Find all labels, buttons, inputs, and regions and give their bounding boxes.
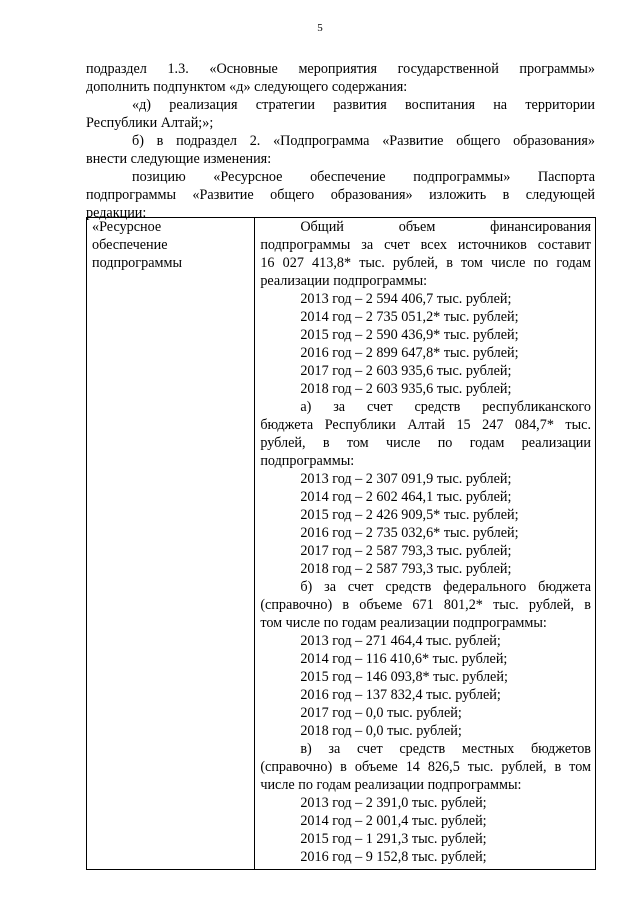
- year-line: 2018 год – 0,0 тыс. рублей;: [300, 723, 462, 739]
- year-line: 2014 год – 2 602 464,1 тыс. рублей;: [300, 489, 512, 505]
- year-line: 2017 год – 2 603 935,6 тыс. рублей;: [300, 363, 512, 379]
- federal-line: том числе по годам реализации подпрограммы:: [260, 615, 547, 631]
- regional-line: подпрограммы:: [260, 453, 355, 469]
- local-line: (справочно) в объеме 14 826,5 тыс. рублей, в том: [260, 759, 591, 775]
- intro-p2-line1: «д) реализация стратегии развития воспитания на территории: [132, 97, 595, 113]
- regional-line: бюджета Республики Алтай 15 247 084,7* тыс.: [260, 417, 591, 433]
- year-line: 2013 год – 2 391,0 тыс. рублей;: [300, 795, 487, 811]
- year-line: 2015 год – 1 291,3 тыс. рублей;: [300, 831, 487, 847]
- intro-p4-line1: позицию «Ресурсное обеспечение подпрограммы» Паспорта: [132, 169, 595, 185]
- intro-text: [86, 60, 595, 222]
- total-line: подпрограммы за счет всех источников составит: [260, 237, 591, 253]
- regional-line: а) за счет средств республиканского: [300, 399, 591, 415]
- year-line: 2015 год – 146 093,8* тыс. рублей;: [300, 669, 508, 685]
- year-line: 2017 год – 2 587 793,3 тыс. рублей;: [300, 543, 512, 559]
- table-row: [87, 218, 596, 870]
- regional-line: рублей, в том числе по годам реализации: [260, 435, 591, 451]
- resource-table: [86, 217, 596, 870]
- year-line: 2018 год – 2 603 935,6 тыс. рублей;: [300, 381, 512, 397]
- year-line: 2018 год – 2 587 793,3 тыс. рублей;: [300, 561, 512, 577]
- row-label-cell: [87, 218, 255, 870]
- intro-p4-line3: редакции:: [86, 205, 147, 221]
- total-line: 16 027 413,8* тыс. рублей, в том числе по годам: [260, 255, 591, 271]
- page-number: 5: [317, 22, 323, 34]
- intro-p2-line2: Республики Алтай;»;: [86, 115, 214, 131]
- intro-p1-line1: подраздел 1.3. «Основные мероприятия государственной программы»: [86, 61, 595, 77]
- year-line: 2016 год – 137 832,4 тыс. рублей;: [300, 687, 501, 703]
- year-line: 2017 год – 0,0 тыс. рублей;: [300, 705, 462, 721]
- year-line: 2016 год – 2 735 032,6* тыс. рублей;: [300, 525, 519, 541]
- year-line: 2016 год – 9 152,8 тыс. рублей;: [300, 849, 487, 865]
- row-content-cell: [255, 218, 596, 870]
- intro-p3-line2: внести следующие изменения:: [86, 151, 272, 167]
- year-line: 2015 год – 2 590 436,9* тыс. рублей;: [300, 327, 519, 343]
- year-line: 2015 год – 2 426 909,5* тыс. рублей;: [300, 507, 519, 523]
- intro-p4-line2: подпрограммы «Развитие общего образования» изложить в следующей: [86, 187, 595, 203]
- intro-p3-line1: б) в подраздел 2. «Подпрограмма «Развитие общего образования»: [132, 133, 595, 149]
- federal-line: б) за счет средств федерального бюджета: [300, 579, 591, 595]
- year-line: 2016 год – 2 899 647,8* тыс. рублей;: [300, 345, 519, 361]
- intro-p1-line2: дополнить подпунктом «д» следующего содержания:: [86, 79, 408, 95]
- year-line: 2013 год – 271 464,4 тыс. рублей;: [300, 633, 501, 649]
- local-line: в) за счет средств местных бюджетов: [300, 741, 591, 757]
- year-line: 2014 год – 116 410,6* тыс. рублей;: [300, 651, 508, 667]
- year-line: 2013 год – 2 307 091,9 тыс. рублей;: [300, 471, 512, 487]
- year-line: 2013 год – 2 594 406,7 тыс. рублей;: [300, 291, 512, 307]
- row-label-line: обеспечение: [92, 237, 168, 253]
- year-line: 2014 год – 2 001,4 тыс. рублей;: [300, 813, 487, 829]
- total-line: реализации подпрограммы:: [260, 273, 428, 289]
- row-label-line: подпрограммы: [92, 255, 182, 271]
- total-line: Общий объем финансирования: [300, 219, 591, 235]
- local-line: числе по годам реализации подпрограммы:: [260, 777, 522, 793]
- row-label-line: «Ресурсное: [92, 219, 162, 235]
- year-line: 2014 год – 2 735 051,2* тыс. рублей;: [300, 309, 519, 325]
- federal-line: (справочно) в объеме 671 801,2* тыс. рублей, в: [260, 597, 591, 613]
